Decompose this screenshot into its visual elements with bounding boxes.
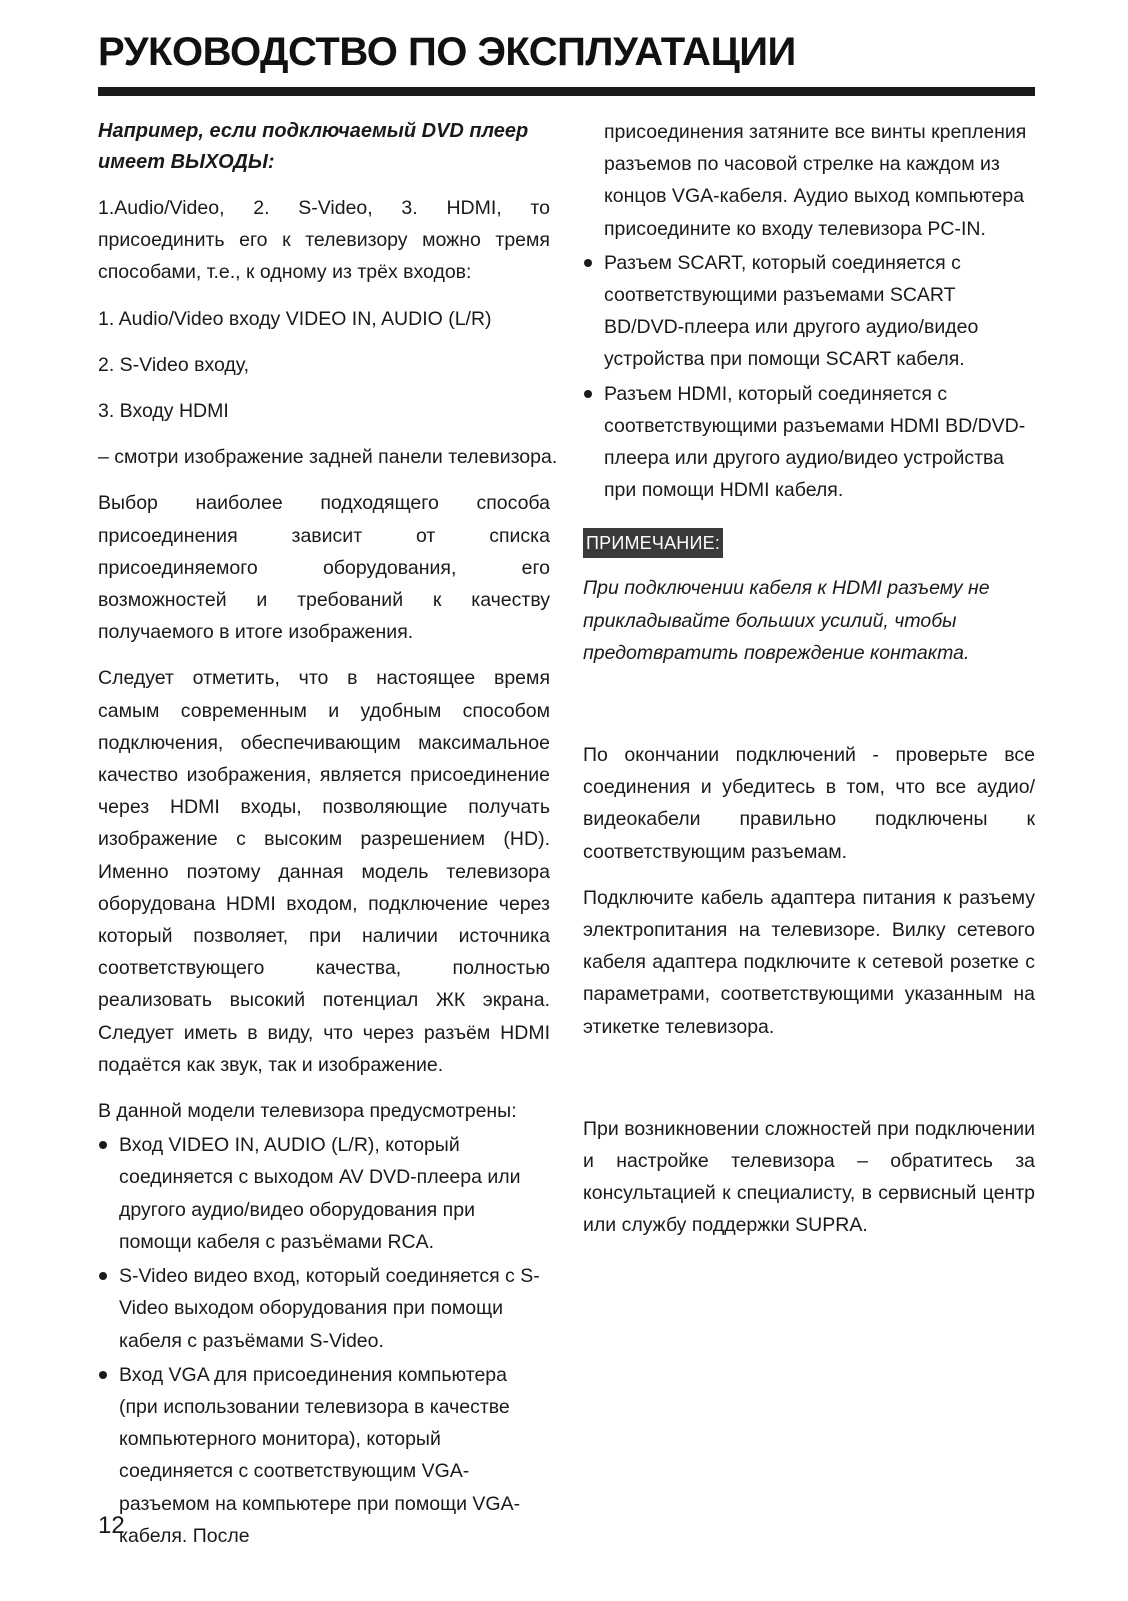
left-column — [98, 116, 558, 1554]
choice-paragraph: Выбор наиболее подходящего способа присоединения зависит от списка присоединяемого оборудования, его возможностей и требований к качеству получаемого в итоге изображения. — [98, 492, 550, 644]
vga-continued: присоединения затяните все винты крепления разъемов по часовой стрелке на каждом из концов VGA-кабеля. Аудио выход компьютера присоедините ко входу телевизора PC-IN. — [604, 121, 1027, 240]
intro-paragraph: 1.Audio/Video, 2. S-Video, 3. HDMI, то присоединить его к телевизору можно тремя способами, т.е., к одному из трёх входов: — [98, 197, 550, 284]
example-heading: Например, если подключаемый DVD плеер имеет ВЫХОДЫ: — [98, 120, 529, 173]
list-item-scart: Разъем SCART, который соединяется с соответствующими разъемами SCART BD/DVD-плеера или другого аудио/видео устройства при помощи SCART кабеля. — [583, 247, 1035, 376]
list-item-s-video: S-Video видео вход, который соединяется с S-Video выходом оборудования при помощи кабеля с разъёмами S-Video. — [98, 1260, 550, 1357]
hdmi-paragraph: Следует отметить, что в настоящее время самым современным и удобным способом подключения, обеспечивающим максимальное качество изображения, является присоединение через HDMI входы, позволяющие получать изображение с высоким разрешением (HD). Именно поэтому данная модель телевизора оборудована HDMI входом, подключение через который позволяет, при наличии источника соответствующего качества, полностью реализовать высокий потенциал ЖК экрана. Следует иметь в виду, что через разъём HDMI подаётся как звук, так и изображение. — [98, 667, 550, 1076]
list-item-vga: Вход VGA для присоединения компьютера (при использовании телевизора в качестве компьютерного монитора), который соединяется с соответствующим VGA-разъемом на компьютере при помощи VGA-кабеля. После — [98, 1359, 550, 1552]
title-rule — [98, 87, 1035, 96]
input-option-1: 1. Audio/Video входу VIDEO IN, AUDIO (L/R) — [98, 307, 492, 330]
note-label: ПРИМЕЧАНИЕ: — [583, 528, 723, 558]
page-title: РУКОВОДСТВО ПО ЭКСПЛУАТАЦИИ — [98, 30, 796, 74]
see-rear-panel-note: – смотри изображение задней панели телевизора. — [98, 446, 558, 469]
check-paragraph: По окончании подключений - проверьте все соединения и убедитесь в том, что все аудио/видеокабели правильно подключены к соответствующим разъемам. — [583, 744, 1035, 863]
input-option-2: 2. S-Video входу, — [98, 353, 250, 376]
connectors-list — [583, 247, 1035, 507]
note-text: При подключении кабеля к HDMI разъему не прикладывайте больших усилий, чтобы предотвратить повреждение контакта. — [583, 577, 990, 664]
support-paragraph: При возникновении сложностей при подключении и настройке телевизора – обратитесь за консультацией к специалисту, в сервисный центр или службу поддержки SUPRA. — [583, 1117, 1035, 1237]
power-paragraph: Подключите кабель адаптера питания к разъему электропитания на телевизоре. Вилку сетевого кабеля адаптера подключите к сетевой розетке с параметрами, соответствующими указанным на этикетке телевизора. — [583, 886, 1035, 1038]
inputs-list — [98, 1129, 550, 1552]
right-column — [583, 116, 1035, 1256]
list-item-video-in: Вход VIDEO IN, AUDIO (L/R), который соединяется с выходом AV DVD-плеера или другого аудио/видео оборудования при помощи кабеля с разъёмами RCA. — [98, 1129, 550, 1258]
input-option-3: 3. Входу HDMI — [98, 400, 229, 423]
list-item-hdmi: Разъем HDMI, который соединяется с соответствующими разъемами HDMI BD/DVD-плеера или другого аудио/видео устройства при помощи HDMI кабеля. — [583, 378, 1035, 507]
page-number: 12 — [98, 1512, 125, 1539]
provided-intro: В данной модели телевизора предусмотрены: — [98, 1100, 517, 1123]
